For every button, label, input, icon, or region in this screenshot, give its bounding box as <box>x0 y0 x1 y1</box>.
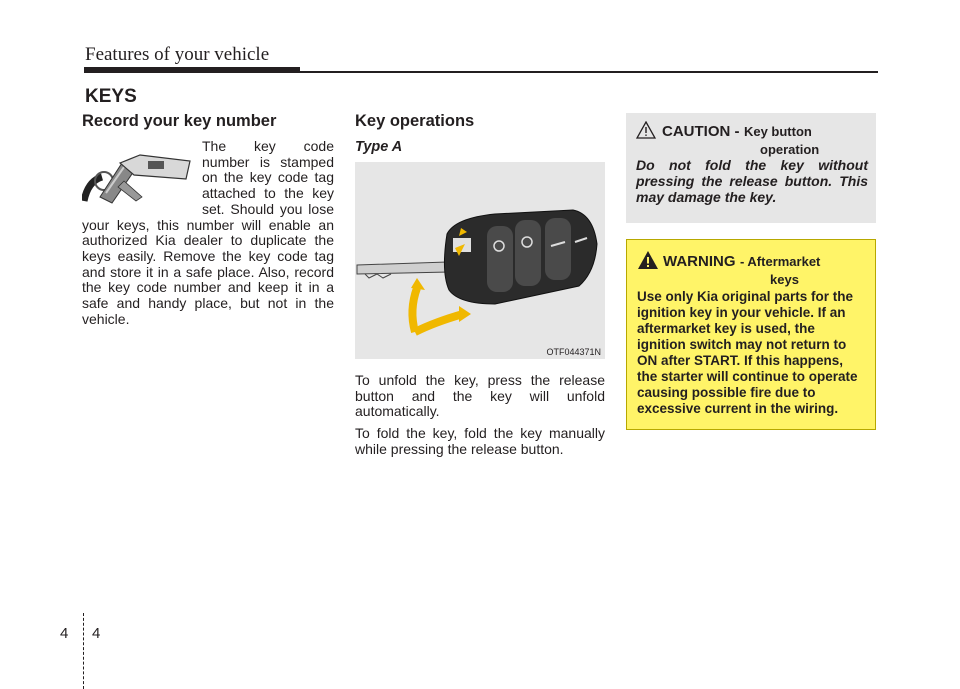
key-operations-heading: Key operations <box>355 112 475 130</box>
folding-key-illustration <box>355 162 605 359</box>
caution-subtitle: Key button <box>743 124 812 139</box>
warning-header <box>627 240 875 285</box>
unfold-instructions: To unfold the key, press the release button and the key will unfold automatically. <box>355 372 605 420</box>
type-label: Type A <box>355 139 403 155</box>
warning-box <box>626 239 876 430</box>
record-key-body: The key code number is stamped on the key code tag attached to the key set. Should you lose your keys, this number will enable an authorized Kia dealer to duplicate the keys easily. Remove the key code tag and store it in a safe place. Also, record the key code number and keep it in a safe and handy place, but not in the vehicle. <box>82 138 334 327</box>
record-key-heading: Record your key number <box>82 112 277 130</box>
warning-text: Use only Kia original parts for the ignition key in your vehicle. If an aftermarket key is used, the ignition switch may not return to ON after START. If this happens, the starter will continue to operate causing possible fire due to excessive current in the wiring. <box>637 289 858 416</box>
caution-header <box>626 113 876 157</box>
caution-subtitle-2: operation <box>760 142 820 157</box>
header-bar <box>84 67 300 73</box>
warning-subtitle: - Aftermarket <box>739 254 821 269</box>
folding-key-drawing <box>355 162 605 359</box>
key-tag-illustration <box>82 141 194 207</box>
figure-code: OTF044371N <box>546 347 601 357</box>
chapter-title: Features of your vehicle <box>85 44 270 65</box>
warning-subtitle-2: keys <box>770 272 799 287</box>
warning-word: WARNING <box>663 253 736 270</box>
record-key-column <box>82 112 334 327</box>
chapter-number: 4 <box>60 625 69 642</box>
page-number: 4 <box>92 625 101 642</box>
caution-word: CAUTION - <box>662 123 740 140</box>
warning-triangle-icon <box>637 250 659 270</box>
key-operations-column <box>355 112 605 464</box>
footer-divider <box>83 613 85 689</box>
fold-instructions: To fold the key, fold the key manually while pressing the release button. <box>355 425 605 457</box>
section-title: KEYS <box>85 86 137 107</box>
caution-text: Do not fold the key without pressing the release button. This may damage the key. <box>636 157 868 205</box>
header-rule <box>300 71 878 73</box>
caution-triangle-icon <box>636 121 656 139</box>
caution-box <box>626 113 876 223</box>
